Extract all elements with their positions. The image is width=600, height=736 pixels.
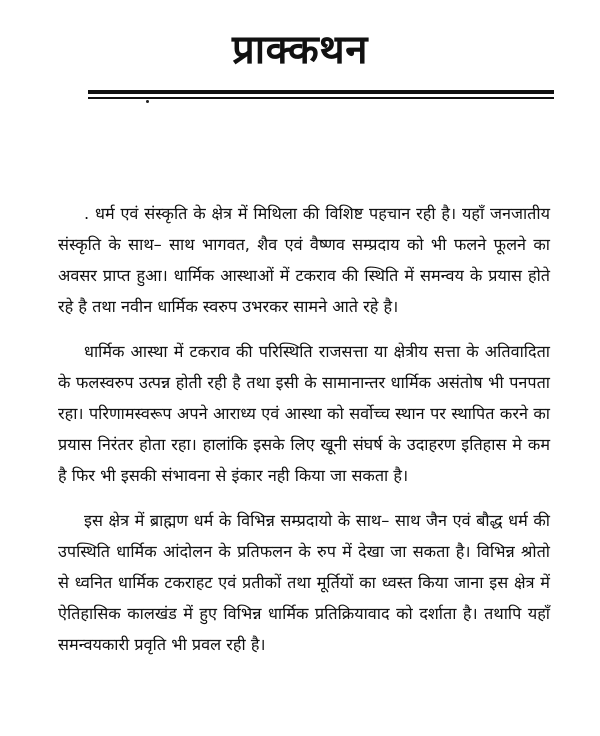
- title-rule-thick: [88, 90, 554, 94]
- print-speck: [146, 100, 149, 103]
- title-rule-thin: [88, 97, 554, 99]
- page-title: प्राक्कथन: [232, 27, 368, 73]
- paragraph-1: . धर्म एवं संस्कृति के क्षेत्र में मिथिला की विशिष्ट पहचान रही है। यहाँ जनजातीय संस्कृति के साथ– साथ भागवत, शैव एवं वैष्णव सम्प्रदाय को भी फलने फूलने का अवसर प्राप्त हुआ। धार्मिक आस्थाओं में टकराव की स्थिति में समन्वय के प्रयास होते रहे है तथा नवीन धार्मिक स्वरुप उभरकर सामने आते रहे है।: [58, 204, 550, 316]
- paragraph-2: धार्मिक आस्था में टकराव की परिस्थिति राजसत्ता या क्षेत्रीय सत्ता के अतिवादिता के फलस्वरुप उत्पन्न होती रही है तथा इसी के सामानान्तर धार्मिक असंतोष भी पनपता रहा। परिणामस्वरूप अपने आराध्य एवं आस्था को सर्वोच्च स्थान पर स्थापित करने का प्रयास निरंतर होता रहा। हालांकि इसके लिए खूनी संघर्ष के उदाहरण इतिहास मे कम है फिर भी इसकी संभावना से इंकार नही किया जा सकता है।: [58, 342, 550, 485]
- paragraph-3: इस क्षेत्र में ब्राह्मण धर्म के विभिन्न सम्प्रदायो के साथ– साथ जैन एवं बौद्ध धर्म की उपस्थिति धार्मिक आंदोलन के प्रतिफलन के रुप में देखा जा सकता है। विभिन्न श्रोतो से ध्वनित धार्मिक टकराहट एवं प्रतीकों तथा मूर्तियों का ध्वस्त किया जाना इस क्षेत्र में ऐतिहासिक कालखंड में हुए विभिन्न धार्मिक प्रतिक्रियावाद को दर्शाता है। तथापि यहाँ समन्वयकारी प्रवृति भी प्रवल रही है।: [58, 511, 550, 654]
- body-text: [58, 198, 550, 674]
